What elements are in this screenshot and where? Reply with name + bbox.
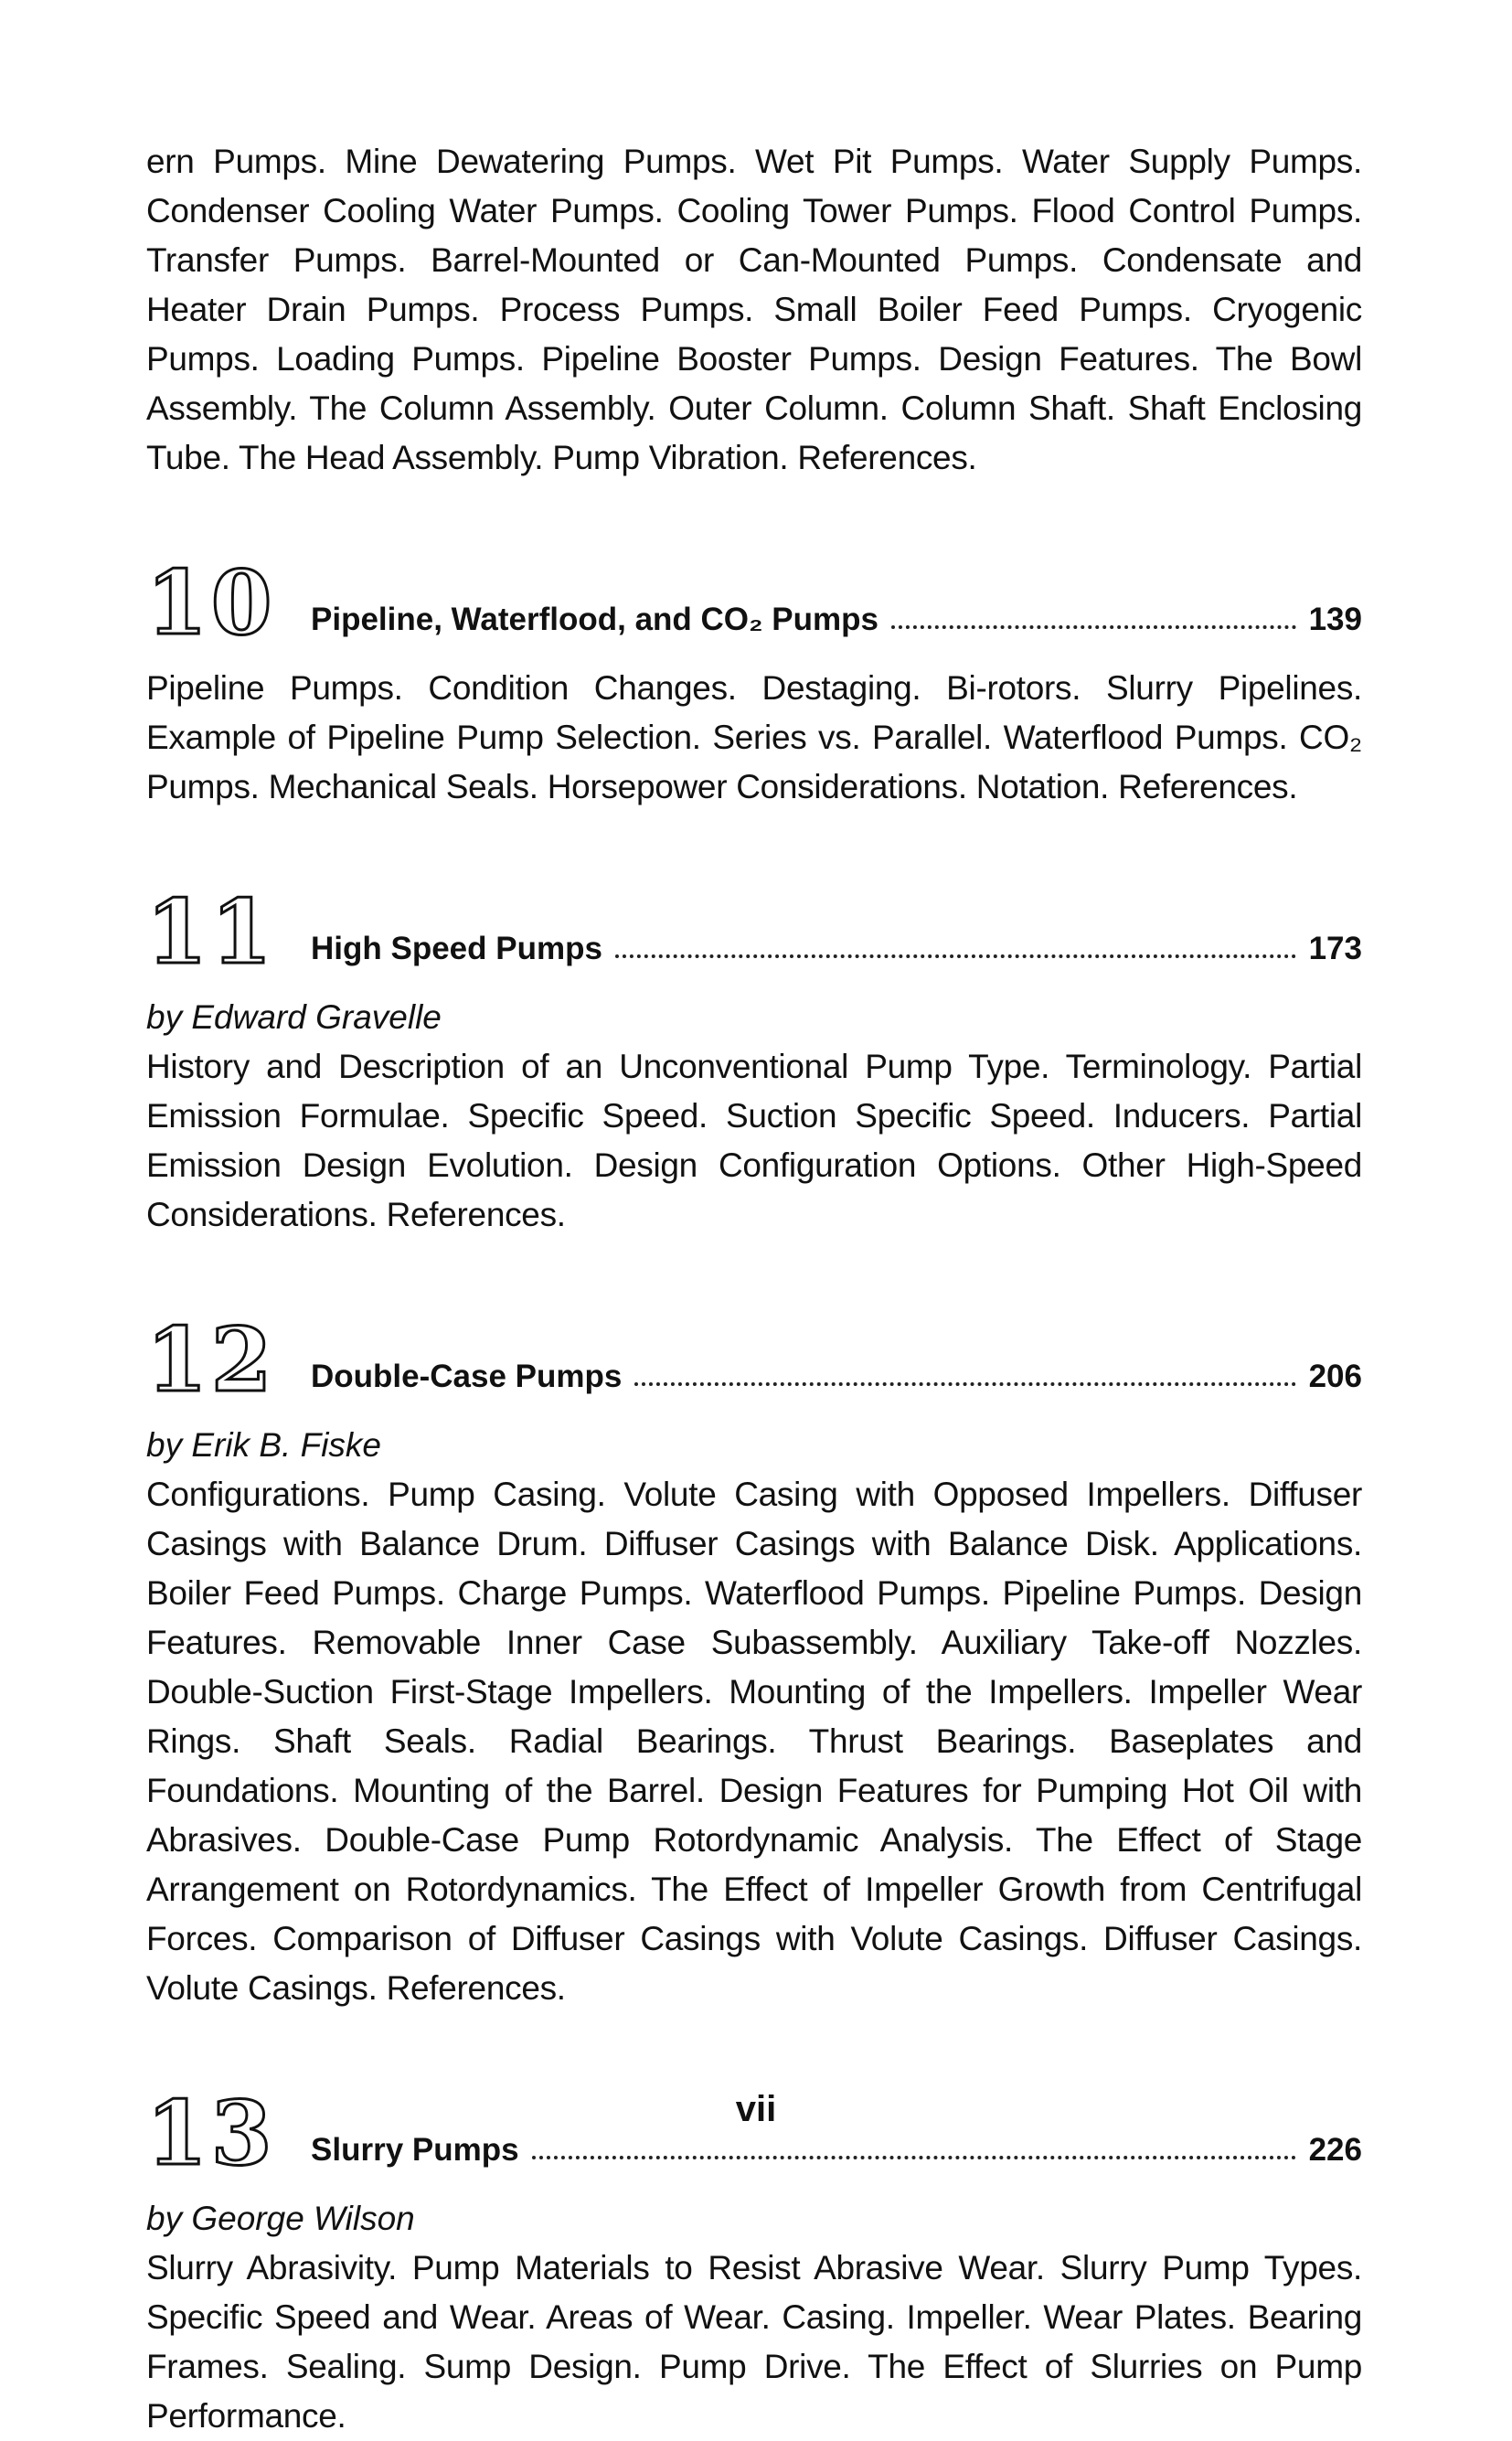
chapter-number: 13: [146, 2082, 276, 2185]
chapter-heading: [146, 538, 1362, 655]
dot-leader: [634, 1382, 1295, 1386]
page-folio: vii: [735, 2089, 777, 2129]
chapter-contents: Configurations. Pump Casing. Volute Casing with Opposed Impellers. Diffuser Casings with Balance Drum. Diffuser Casings with Balance Disk. Applications. Boiler Feed Pumps. Charge Pumps. Waterflood Pumps. Pipeline Pumps. Design Features. Removable Inner Case Subassembly. Auxiliary Take-off Nozzles. Double-Suction First-Stage Impellers. Mounting of the Impellers. Impeller Wear Rings. Shaft Seals. Radial Bearings. Thrust Bearings. Baseplates and Foundations. Mounting of the Barrel. Design Features for Pumping Hot Oil with Abrasives. Double-Case Pump Rotordynamic Analysis. The Effect of Stage Arrangement on Rotordynamics. The Effect of Impeller Growth from Centrifugal Forces. Comparison of Diffuser Casings with Volute Casings. Diffuser Casings. Volute Casings. References.: [146, 1476, 1362, 2007]
chapter-page-number: 173: [1308, 931, 1362, 966]
chapter-page-number: 139: [1308, 602, 1362, 637]
chapter-number: 10: [146, 551, 276, 655]
dot-leader: [615, 954, 1296, 958]
chapter-contents: Slurry Abrasivity. Pump Materials to Resist Abrasive Wear. Slurry Pump Types. Specific Speed and Wear. Areas of Wear. Casing. Impeller. Wear Plates. Bearing Frames. Sealing. Sump Design. Pump Drive. The Effect of Slurries on Pump Performance.: [146, 2249, 1362, 2435]
chapter-author: by George Wilson: [146, 2200, 415, 2237]
chapter-title: Pipeline, Waterflood, and CO₂ Pumps: [311, 602, 878, 637]
chapter-contents: Pipeline Pumps. Condition Changes. Destaging. Bi-rotors. Slurry Pipelines. Example of Pipeline Pump Selection. Series vs. Parallel. Waterflood Pumps. CO₂ Pumps. Mechanical Seals. Horsepower Considerations. Notation. References.: [146, 669, 1362, 805]
chapter-10: [146, 538, 1362, 812]
chapter-title: High Speed Pumps: [311, 931, 602, 966]
chapter-heading: [146, 867, 1362, 984]
chapter-author: by Edward Gravelle: [146, 998, 442, 1036]
chapter-11: [146, 867, 1362, 1240]
chapter-title: Double-Case Pumps: [311, 1359, 623, 1394]
chapter-page-number: 226: [1308, 2132, 1362, 2168]
chapter-title: Slurry Pumps: [311, 2132, 519, 2168]
chapter-heading: [146, 1295, 1362, 1412]
chapter-contents: History and Description of an Unconventional Pump Type. Terminology. Partial Emission Formulae. Specific Speed. Suction Specific Speed. Inducers. Partial Emission Design Evolution. Design Configuration Options. Other High-Speed Considerations. References.: [146, 1048, 1362, 1233]
chapter-number: 12: [146, 1308, 276, 1412]
chapter-12: [146, 1295, 1362, 2013]
chapter-number: 11: [146, 880, 276, 984]
continued-contents-text: ern Pumps. Mine Dewatering Pumps. Wet Pit Pumps. Water Supply Pumps. Condenser Cooling Water Pumps. Cooling Tower Pumps. Flood Control Pumps. Transfer Pumps. Barrel-Mounted or Can-Mounted Pumps. Condensate and Heater Drain Pumps. Process Pumps. Small Boiler Feed Pumps. Cryogenic Pumps. Loading Pumps. Pipeline Booster Pumps. Design Features. The Bowl Assembly. The Column Assembly. Outer Column. Column Shaft. Shaft Enclosing Tube. The Head Assembly. Pump Vibration. References.: [146, 143, 1362, 476]
dot-leader: [891, 625, 1296, 629]
chapter-page-number: 206: [1308, 1359, 1362, 1394]
dot-leader: [532, 2156, 1296, 2159]
chapter-author: by Erik B. Fiske: [146, 1426, 381, 1464]
